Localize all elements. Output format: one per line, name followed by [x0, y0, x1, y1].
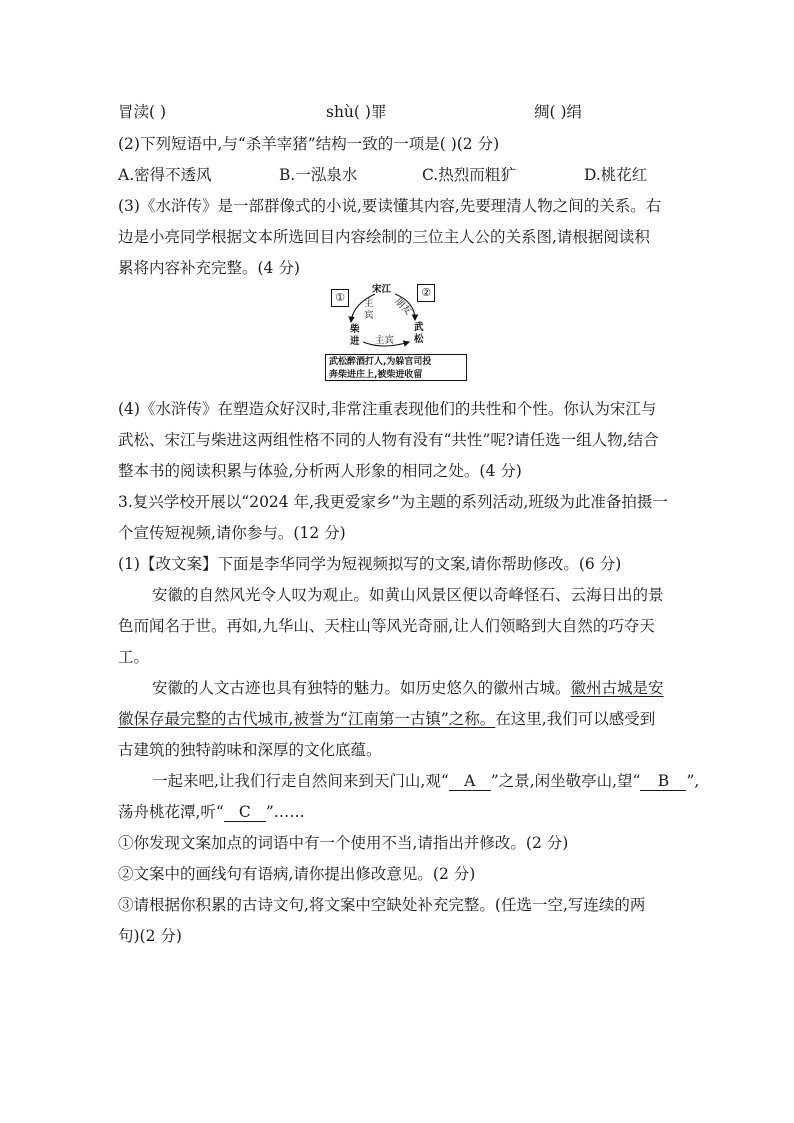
option-b: B.一泓泉水 — [279, 166, 358, 184]
task-3-line-1: ③请根据你积累的古诗文句,将文案中空缺处补充完整。(任选一空,写连续的两 — [118, 896, 646, 914]
para2-line-3: 古建筑的独特韵味和深厚的文化底蕴。 — [118, 741, 382, 759]
task-2: ②文案中的画线句有语病,请你提出修改意见。(2 分) — [118, 865, 476, 883]
question-4-line-1: (4)《水浒传》在塑造众好汉时,非常注重表现他们的共性和个性。你认为宋江与 — [118, 400, 657, 418]
task-1: ①你发现文案加点的词语中有一个使用不当,请指出并修改。(2 分) — [118, 834, 569, 852]
relation-right: 朋友 — [392, 296, 414, 318]
para3-text-5: ”…… — [265, 803, 305, 821]
question-3-line-1: (3)《水浒传》是一部群像式的小说,要读懂其内容,先要理清人物之间的关系。右 — [118, 197, 662, 215]
relationship-diagram — [323, 284, 473, 386]
diagram-blank-2: ② — [417, 284, 435, 302]
para2-text: 安徽的人文古迹也具有独特的魅力。如历史悠久的徽州古城。 — [152, 679, 571, 697]
para3-text-4: 荡舟桃花潭,听“ — [118, 803, 224, 821]
question-4-line-2: 武松、宋江与柴进这两组性格不同的人物有没有“共性”呢?请任选一组人物,结合 — [118, 431, 659, 449]
blank-b[interactable]: B — [640, 772, 686, 791]
option-d: D.桃花红 — [584, 166, 648, 184]
sub-question-1: (1)【改文案】下面是李华同学为短视频拟写的文案,请你帮助修改。(6 分) — [118, 555, 622, 573]
node-wusong — [414, 322, 424, 346]
para3-text-2: ”之景,闲坐敬亭山,望“ — [490, 772, 641, 790]
question-2-stem: (2)下列短语中,与“杀羊宰猪”结构一致的一项是( )(2 分) — [118, 135, 500, 153]
option-a: A.密得不透风 — [118, 166, 212, 184]
para3-line-2 — [118, 801, 305, 823]
pinyin-item-3: 绸( )绢 — [534, 103, 583, 121]
relation-bottom: 主宾 — [375, 335, 395, 346]
para2-line-2 — [118, 708, 655, 730]
para2-text-2: 在这里,我们可以感受到 — [495, 710, 656, 728]
node-wusong-label: 武松 — [414, 322, 424, 345]
question-3-line-2: 边是小亮同学根据文本所选回目内容绘制的三位主人公的关系图,请根据阅读积 — [118, 228, 650, 246]
diagram-caption — [325, 354, 467, 381]
para1-line-2: 色而闻名于世。再如,九华山、天柱山等风光奇丽,让人们领略到大自然的巧夺天 — [118, 617, 655, 635]
para1-line-3: 工。 — [118, 648, 150, 666]
para2-line-1 — [152, 677, 664, 699]
node-songjiang: 宋江 — [372, 284, 392, 295]
main-question-3-line-1: 3.复兴学校开展以“2024 年,我更爱家乡”为主题的系列活动,班级为此准备拍摄一 — [118, 493, 668, 511]
option-c: C.热烈而粗犷 — [422, 166, 516, 184]
para3-text-3: ”, — [686, 772, 700, 790]
para1-line-1: 安徽的自然风光令人叹为观止。如黄山风景区便以奇峰怪石、云海日出的景 — [152, 586, 664, 604]
underlined-sentence-part-1: 徽州古城是安 — [570, 679, 664, 697]
question-4-line-3: 整本书的阅读积累与体验,分析两人形象的相同之处。(4 分) — [118, 462, 522, 480]
task-3-line-2: 句)(2 分) — [118, 927, 182, 945]
caption-line-2: 奔柴进庄上,被柴进收留 — [329, 369, 423, 380]
diagram-blank-1: ① — [331, 289, 349, 307]
pinyin-item-1: 冒渎( ) — [118, 103, 167, 121]
blank-c[interactable]: C — [224, 803, 266, 822]
main-question-3-line-2: 个宣传短视频,请你参与。(12 分) — [118, 524, 346, 542]
relation-left-label: 主宾 — [364, 298, 374, 321]
node-chaijin — [350, 324, 360, 348]
blank-a[interactable]: A — [449, 772, 491, 791]
question-3-line-3: 累将内容补充完整。(4 分) — [118, 259, 300, 277]
relation-left — [364, 298, 374, 322]
underlined-sentence-part-2: 徽保存最完整的古代城市,被誉为“江南第一古镇”之称。 — [118, 710, 496, 728]
caption-line-1: 武松醉酒打人,为躲官司投 — [329, 357, 432, 367]
para3-text-1: 一起来吧,让我们行走自然间来到天门山,观“ — [152, 772, 449, 790]
node-chaijin-label: 柴进 — [350, 324, 360, 347]
para3-line-1 — [152, 770, 699, 792]
pinyin-item-2: shù( )罪 — [326, 103, 387, 121]
